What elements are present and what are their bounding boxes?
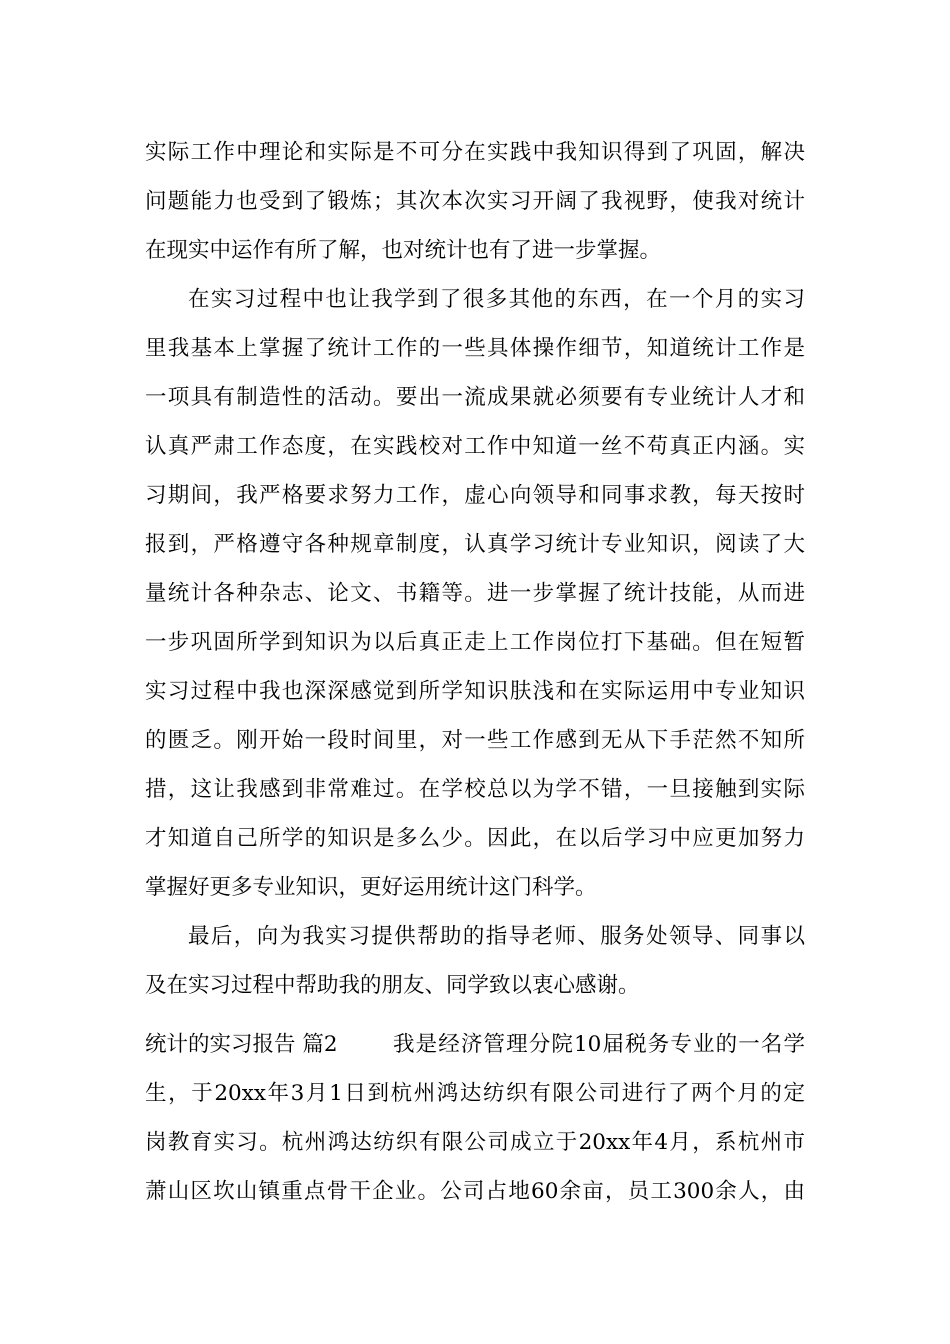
section-line-1: 生，于20xx年3月1日到杭州鸿达纺织有限公司进行了两个月的定 xyxy=(145,1081,805,1106)
paragraph-3-line-2: 及在实习过程中帮助我的朋友、同学致以衷心感谢。 xyxy=(145,973,640,998)
paragraph-2-line-9: 实习过程中我也深深感觉到所学知识肤浅和在实际运用中专业知识 xyxy=(145,679,805,704)
section-line-3: 萧山区坎山镇重点骨干企业。公司占地60余亩，员工300余人，由 xyxy=(145,1179,805,1204)
paragraph-2-line-12: 才知道自己所学的知识是多么少。因此，在以后学习中应更加努力 xyxy=(145,826,805,851)
paragraph-2-line-3: 一项具有制造性的活动。要出一流成果就必须要有专业统计人才和 xyxy=(145,385,805,410)
paragraph-2-line-8: 一步巩固所学到知识为以后真正走上工作岗位打下基础。但在短暂 xyxy=(145,630,805,655)
paragraph-1-line-2: 问题能力也受到了锻炼；其次本次实习开阔了我视野，使我对统计 xyxy=(145,189,805,214)
paragraph-2-line-10: 的匮乏。刚开始一段时间里，对一些工作感到无从下手茫然不知所 xyxy=(145,728,805,753)
paragraph-2-line-2: 里我基本上掌握了统计工作的一些具体操作细节，知道统计工作是 xyxy=(145,336,805,361)
paragraph-2-line-1: 在实习过程中也让我学到了很多其他的东西，在一个月的实习 xyxy=(188,287,805,312)
paragraph-2-line-7: 量统计各种杂志、论文、书籍等。进一步掌握了统计技能，从而进 xyxy=(145,581,805,606)
section-heading-row xyxy=(145,1025,805,1065)
paragraph-2-line-6: 报到，严格遵守各种规章制度，认真学习统计专业知识，阅读了大 xyxy=(145,532,805,557)
paragraph-2-line-4: 认真严肃工作态度，在实践校对工作中知道一丝不苟真正内涵。实 xyxy=(145,434,805,459)
paragraph-1-line-1: 实际工作中理论和实际是不可分在实践中我知识得到了巩固，解决 xyxy=(145,140,805,165)
section-heading: 统计的实习报告 篇2 xyxy=(145,1032,338,1057)
section-line-2: 岗教育实习。杭州鸿达纺织有限公司成立于20xx年4月，系杭州市 xyxy=(145,1130,805,1155)
paragraph-2-line-11: 措，这让我感到非常难过。在学校总以为学不错，一旦接触到实际 xyxy=(145,777,805,802)
section-first-line: 我是经济管理分院10届税务专业的一名学 xyxy=(393,1032,805,1057)
paragraph-2-line-13: 掌握好更多专业知识，更好运用统计这门科学。 xyxy=(145,875,597,900)
paragraph-2-line-5: 习期间，我严格要求努力工作，虚心向领导和同事求教，每天按时 xyxy=(145,483,805,508)
paragraph-3-line-1: 最后，向为我实习提供帮助的指导老师、服务处领导、同事以 xyxy=(188,924,805,949)
paragraph-1-line-3: 在现实中运作有所了解，也对统计也有了进一步掌握。 xyxy=(145,238,662,263)
